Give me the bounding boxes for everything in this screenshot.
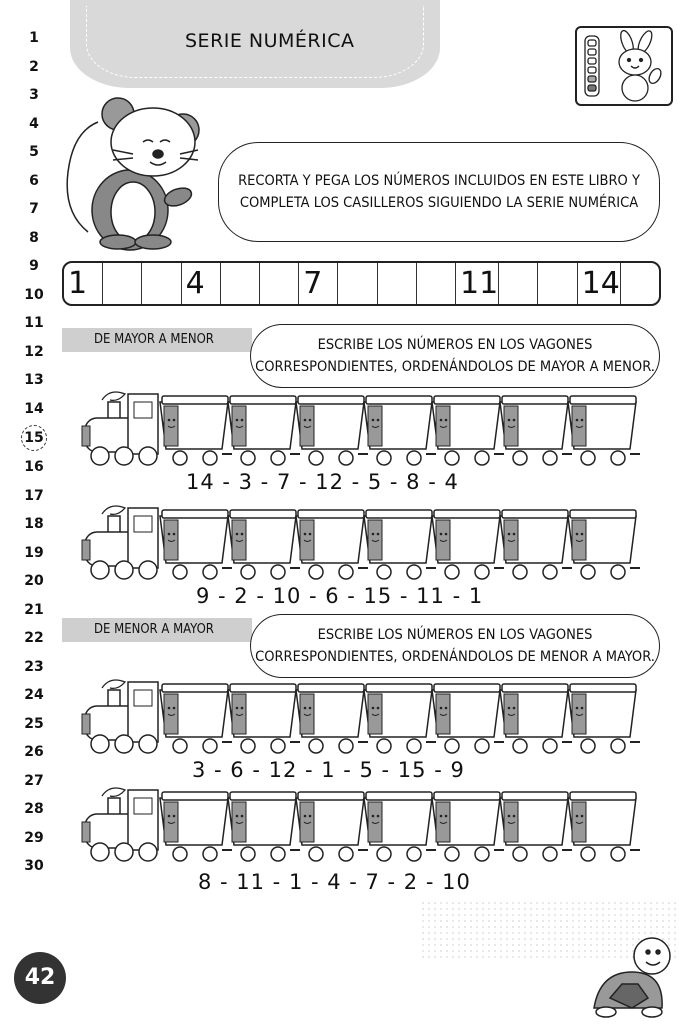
side-number: 12 [24, 343, 44, 360]
ascending-instruction-line-2: CORRESPONDIENTES, ORDENÁNDOLOS DE MENOR A MAYOR. [255, 649, 655, 665]
descending-instruction-line-1: ESCRIBE LOS NÚMEROS EN LOS VAGONES [317, 337, 593, 353]
sequence-descending-1: 14 - 3 - 7 - 12 - 5 - 8 - 4 [186, 470, 459, 494]
side-number: 3 [29, 87, 39, 103]
series-cell[interactable] [260, 263, 299, 304]
side-number-column [14, 24, 54, 881]
instruction-bubble-descending [250, 324, 660, 388]
side-number: 14 [24, 400, 44, 417]
side-number: 1 [29, 30, 39, 46]
series-cell[interactable] [142, 263, 181, 304]
page-number: 42 [14, 952, 66, 1004]
ascending-instruction-line-1: ESCRIBE LOS NÚMEROS EN LOS VAGONES [317, 627, 593, 643]
series-cell: 11 [456, 263, 499, 304]
side-number: 18 [24, 516, 44, 532]
side-number: 24 [24, 687, 44, 703]
side-number: 27 [24, 772, 44, 789]
side-number: 16 [24, 459, 44, 475]
series-cell: 14 [578, 263, 621, 304]
series-cell[interactable] [338, 263, 377, 304]
series-cell[interactable] [103, 263, 142, 304]
series-cell[interactable] [621, 263, 659, 304]
instruction-line-1: RECORTA Y PEGA LOS NÚMEROS INCLUIDOS EN ESTE LIBRO Y [238, 173, 640, 189]
page-title: SERIE NUMÉRICA [185, 30, 355, 52]
series-cell: 4 [182, 263, 221, 304]
series-cell[interactable] [499, 263, 538, 304]
side-number: 10 [24, 286, 44, 303]
sequence-ascending-1: 3 - 6 - 12 - 1 - 5 - 15 - 9 [192, 758, 465, 782]
sequence-ascending-2: 8 - 11 - 1 - 4 - 7 - 2 - 10 [198, 870, 471, 894]
side-number: 11 [24, 315, 44, 331]
series-cell[interactable] [538, 263, 577, 304]
side-number: 25 [24, 715, 44, 732]
sequence-descending-2: 9 - 2 - 10 - 6 - 15 - 11 - 1 [196, 584, 484, 608]
side-number: 29 [24, 829, 44, 846]
side-number: 6 [29, 172, 39, 189]
number-series-grid [62, 261, 661, 306]
descending-instruction-line-2: CORRESPONDIENTES, ORDENÁNDOLOS DE MAYOR A MENOR. [255, 359, 655, 375]
side-number: 2 [29, 58, 39, 75]
side-number: 20 [24, 573, 44, 589]
mouse-illustration [58, 92, 208, 252]
side-number: 7 [29, 201, 39, 217]
side-number: 13 [24, 372, 44, 388]
section-tag-descending: DE MAYOR A MENOR [62, 328, 252, 352]
series-cell[interactable] [221, 263, 260, 304]
series-cell[interactable] [417, 263, 456, 304]
side-number: 5 [29, 144, 39, 160]
side-number: 8 [29, 229, 39, 246]
side-number: 4 [29, 115, 39, 132]
turtle-icon [592, 928, 672, 1018]
side-number: 23 [24, 658, 44, 675]
side-number: 22 [24, 630, 44, 646]
side-number: 26 [24, 744, 44, 760]
side-number: 28 [24, 801, 44, 817]
instruction-line-2: COMPLETA LOS CASILLEROS SIGUIENDO LA SERIE NUMÉRICA [239, 195, 639, 211]
train-icon [80, 502, 640, 584]
side-number: 19 [24, 544, 44, 561]
side-number: 21 [24, 601, 44, 618]
side-number: 30 [24, 858, 44, 874]
bunny-icon [575, 26, 673, 106]
train-icon [80, 784, 640, 866]
side-number: 9 [29, 258, 39, 274]
series-cell[interactable] [378, 263, 417, 304]
instruction-bubble-top [218, 142, 660, 242]
train-icon [80, 676, 640, 758]
series-cell: 1 [64, 263, 103, 304]
section-tag-ascending: DE MENOR A MAYOR [62, 618, 252, 642]
train-icon [80, 388, 640, 470]
side-number: 15 [21, 425, 47, 451]
side-number: 17 [24, 487, 44, 504]
series-cell: 7 [299, 263, 338, 304]
instruction-bubble-ascending [250, 614, 660, 678]
